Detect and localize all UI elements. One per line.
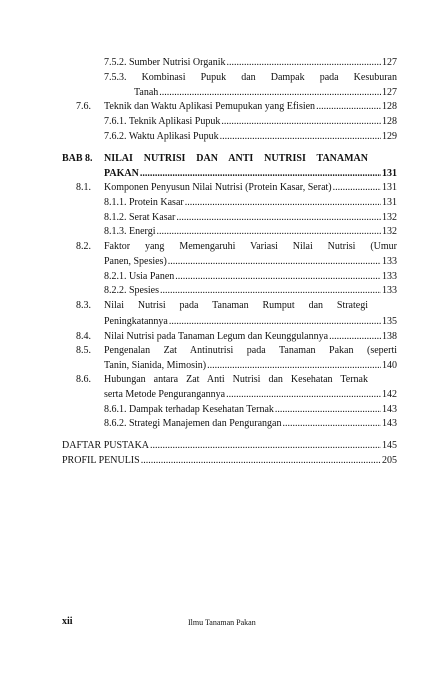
toc-section-number: 8.6. bbox=[76, 374, 91, 385]
toc-entry bbox=[104, 182, 397, 194]
toc-entry-label-cont: serta Metode Pengurangannya bbox=[104, 389, 226, 400]
leader-dots bbox=[275, 404, 381, 416]
toc-entry bbox=[104, 116, 397, 128]
toc-entry-label: 8.6.1. Dampak terhadap Kesehatan Ternak bbox=[104, 404, 274, 415]
leader-dots bbox=[207, 360, 381, 372]
toc-entry-label: DAFTAR PUSTAKA bbox=[62, 440, 150, 451]
toc-section-number: 8.5. bbox=[76, 345, 91, 356]
toc-entry bbox=[104, 331, 397, 343]
toc-entry bbox=[104, 101, 397, 113]
toc-entry-label: Teknik dan Waktu Aplikasi Pemupukan yang Efisien bbox=[104, 101, 316, 112]
toc-page-number: 131 bbox=[382, 182, 397, 193]
toc-entry-label: 7.6.1. Teknik Aplikasi Pupuk bbox=[104, 116, 221, 127]
toc-section-number: 8.2. bbox=[76, 241, 91, 252]
toc-entry-label: PROFIL PENULIS bbox=[62, 455, 140, 466]
toc-page-number: 129 bbox=[382, 131, 397, 142]
toc-page-number: 142 bbox=[382, 389, 397, 400]
toc-entry-label: Hubungan antara Zat Anti Nutrisi dan Kesehatan Ternak bbox=[104, 374, 368, 385]
leader-dots bbox=[226, 57, 381, 69]
toc-section-number: 8.3. bbox=[76, 300, 91, 311]
toc-entry-label: 8.1.2. Serat Kasar bbox=[104, 212, 176, 223]
toc-chapter-number: BAB 8. bbox=[62, 153, 93, 164]
toc-entry-label-cont: Tanah bbox=[134, 87, 159, 98]
toc-page-number: 140 bbox=[382, 360, 397, 371]
toc-page-number: 135 bbox=[382, 316, 397, 327]
toc-page-number: 145 bbox=[382, 440, 397, 451]
toc-entry bbox=[104, 360, 397, 372]
toc-page-number: 133 bbox=[382, 271, 397, 282]
toc-entry bbox=[104, 285, 397, 297]
toc-page-number: 128 bbox=[382, 116, 397, 127]
toc-entry bbox=[104, 212, 397, 224]
toc-entry-label-cont: Panen, Spesies) bbox=[104, 256, 167, 267]
leader-dots bbox=[282, 418, 381, 430]
toc-entry-label: 7.6.2. Waktu Aplikasi Pupuk bbox=[104, 131, 219, 142]
toc-page-number: 133 bbox=[382, 285, 397, 296]
toc-entry-label: Pengenalan Zat Antinutrisi pada Tanaman Pakan (seperti bbox=[104, 345, 397, 356]
toc-entry-label: Faktor yang Memengaruhi Variasi Nilai Nutrisi (Umur bbox=[104, 241, 397, 252]
toc-section-number: 7.6. bbox=[76, 101, 91, 112]
toc-entry-label: Nilai Nutrisi pada Tanaman Rumput dan Strategi bbox=[104, 300, 368, 311]
leader-dots bbox=[159, 87, 381, 99]
leader-dots bbox=[176, 212, 381, 224]
toc-entry-label-cont: Peningkatannya bbox=[104, 316, 168, 327]
toc-entry bbox=[104, 256, 397, 268]
toc-entry bbox=[104, 389, 397, 401]
leader-dots bbox=[150, 440, 381, 452]
toc-page-number: 128 bbox=[382, 101, 397, 112]
toc-entry-label: 8.1.3. Energi bbox=[104, 226, 156, 237]
toc-page-number: 127 bbox=[382, 57, 397, 68]
toc-entry-label: Nilai Nutrisi pada Tanaman Legum dan Keunggulannya bbox=[104, 331, 329, 342]
toc-chapter-title-cont: PAKAN bbox=[104, 168, 139, 179]
toc-entry-label: 7.5.3. Kombinasi Pupuk dan Dampak pada Kesuburan bbox=[104, 72, 397, 83]
toc-entry bbox=[104, 271, 397, 283]
toc-entry-label: 8.2.2. Spesies bbox=[104, 285, 159, 296]
leader-dots bbox=[333, 182, 381, 194]
leader-dots bbox=[160, 285, 381, 297]
toc-entry-label: 8.6.2. Strategi Manajemen dan Pengurangan bbox=[104, 418, 282, 429]
leader-dots bbox=[156, 226, 381, 238]
toc-page-number: 131 bbox=[382, 197, 397, 208]
footer-running-title: Ilmu Tanaman Pakan bbox=[188, 618, 256, 627]
toc-section-number: 8.4. bbox=[76, 331, 91, 342]
toc-section-number: 8.1. bbox=[76, 182, 91, 193]
toc-entry bbox=[134, 87, 397, 99]
footer-page-number: xii bbox=[62, 616, 73, 627]
toc-entry-label-cont: Tanin, Sianida, Mimosin) bbox=[104, 360, 207, 371]
leader-dots bbox=[141, 455, 381, 467]
leader-dots bbox=[226, 389, 381, 401]
toc-entry bbox=[104, 418, 397, 430]
toc-entry-label: 7.5.2. Sumber Nutrisi Organik bbox=[104, 57, 226, 68]
toc-entry bbox=[62, 455, 397, 467]
toc-entry bbox=[104, 197, 397, 209]
toc-entry-label: Komponen Penyusun Nilai Nutrisi (Protein Kasar, Serat) bbox=[104, 182, 332, 193]
toc-page-number: 143 bbox=[382, 404, 397, 415]
toc-page-number: 131 bbox=[382, 168, 397, 179]
leader-dots bbox=[140, 168, 381, 180]
toc-page-number: 133 bbox=[382, 256, 397, 267]
leader-dots bbox=[329, 331, 381, 343]
leader-dots bbox=[220, 131, 381, 143]
leader-dots bbox=[169, 316, 381, 328]
toc-entry bbox=[104, 404, 397, 416]
toc-entry-label: 8.1.1. Protein Kasar bbox=[104, 197, 184, 208]
toc-page-number: 143 bbox=[382, 418, 397, 429]
leader-dots bbox=[175, 271, 381, 283]
toc-entry-label: 8.2.1. Usia Panen bbox=[104, 271, 175, 282]
toc-entry bbox=[104, 57, 397, 69]
leader-dots bbox=[168, 256, 381, 268]
toc-entry bbox=[104, 168, 397, 180]
leader-dots bbox=[316, 101, 381, 113]
toc-page-number: 132 bbox=[382, 226, 397, 237]
toc-entry bbox=[104, 226, 397, 238]
toc-page-number: 127 bbox=[382, 87, 397, 98]
toc-entry bbox=[104, 316, 397, 328]
toc-page-number: 132 bbox=[382, 212, 397, 223]
toc-chapter-title: NILAI NUTRISI DAN ANTI NUTRISI TANAMAN bbox=[104, 153, 368, 164]
toc-page-number: 138 bbox=[382, 331, 397, 342]
toc-entry bbox=[62, 440, 397, 452]
leader-dots bbox=[221, 116, 381, 128]
leader-dots bbox=[185, 197, 381, 209]
toc-entry bbox=[104, 131, 397, 143]
toc-page-number: 205 bbox=[382, 455, 397, 466]
